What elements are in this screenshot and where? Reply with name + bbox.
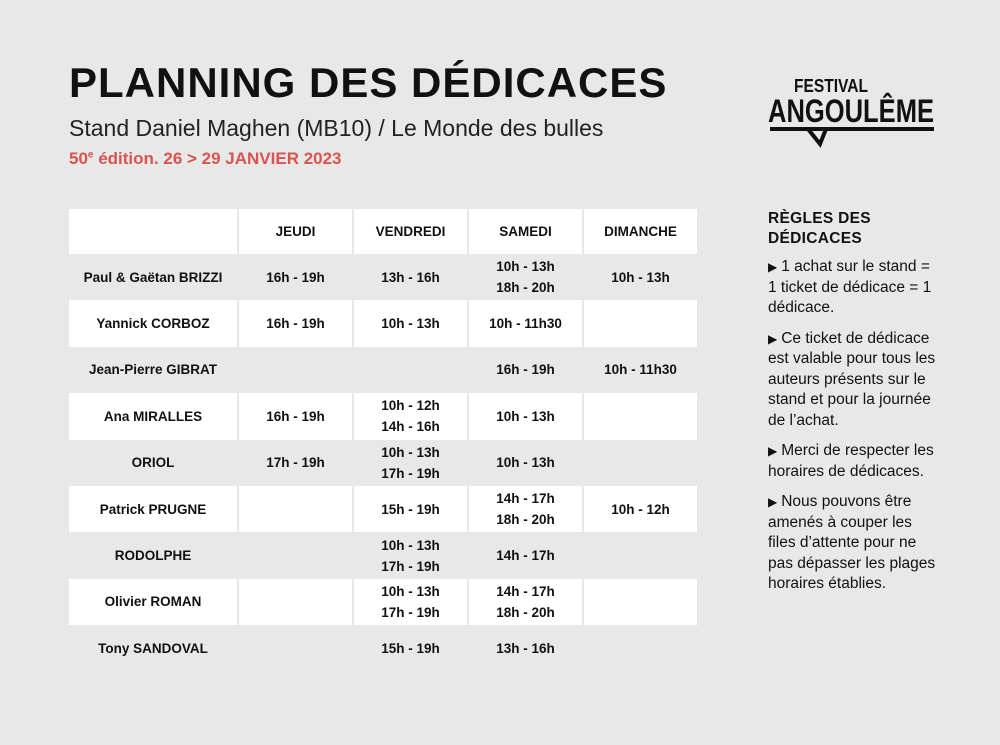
time-slot: 14h - 17h <box>496 583 555 599</box>
time-slot: 18h - 20h <box>496 512 555 528</box>
schedule-cell-vendredi <box>354 440 467 486</box>
time-slot: 16h - 19h <box>266 269 325 285</box>
time-slot: 10h - 12h <box>611 501 670 517</box>
schedule-cell-dimanche <box>584 347 697 393</box>
time-slot: 10h - 13h <box>381 583 440 599</box>
rule-item <box>768 329 938 432</box>
column-header-vendredi: VENDREDI <box>354 209 467 254</box>
time-slot: 16h - 19h <box>496 362 555 378</box>
table-row <box>69 440 697 486</box>
time-slot: 14h - 17h <box>496 548 555 564</box>
schedule-cell-jeudi <box>239 347 352 393</box>
edition-superscript: e <box>87 149 94 161</box>
rule-item <box>768 492 938 595</box>
time-slot: 18h - 20h <box>496 604 555 620</box>
table-header-corner <box>69 209 237 254</box>
logo-text-festival: FESTIVAL <box>794 76 868 96</box>
schedule-cell-jeudi <box>239 440 352 486</box>
table-row <box>69 300 697 346</box>
column-header-jeudi: JEUDI <box>239 209 352 254</box>
table-row <box>69 579 697 625</box>
schedule-cell-samedi <box>469 347 582 393</box>
right-triangle-icon: ▶ <box>768 444 778 458</box>
schedule-cell-dimanche <box>584 625 697 671</box>
right-triangle-icon: ▶ <box>768 495 778 509</box>
table-row <box>69 625 697 671</box>
time-slot: 10h - 12h <box>381 398 440 414</box>
schedule-cell-vendredi <box>354 347 467 393</box>
page-title: PLANNING DES DÉDICACES <box>69 59 668 106</box>
schedule-cell-vendredi <box>354 300 467 346</box>
time-slot: 16h - 19h <box>266 316 325 332</box>
schedule-cell-jeudi <box>239 625 352 671</box>
time-slot: 10h - 13h <box>381 537 440 553</box>
time-slot: 13h - 16h <box>381 269 440 285</box>
author-name: Jean-Pierre GIBRAT <box>69 347 237 393</box>
rule-item <box>768 257 938 319</box>
column-header-dimanche: DIMANCHE <box>584 209 697 254</box>
schedule-cell-dimanche <box>584 532 697 578</box>
schedule-cell-jeudi <box>239 254 352 300</box>
author-name: Patrick PRUGNE <box>69 486 237 532</box>
schedule-cell-vendredi <box>354 393 467 439</box>
table-row <box>69 254 697 300</box>
rule-text: 1 achat sur le stand = 1 ticket de dédicace = 1 dédicace. <box>768 258 932 316</box>
table-row <box>69 532 697 578</box>
time-slot: 10h - 13h <box>496 259 555 275</box>
time-slot: 18h - 20h <box>496 280 555 296</box>
schedule-cell-samedi <box>469 486 582 532</box>
schedule-cell-jeudi <box>239 393 352 439</box>
rule-text: Merci de respecter les horaires de dédicaces. <box>768 442 934 480</box>
time-slot: 17h - 19h <box>381 465 440 481</box>
time-slot: 14h - 16h <box>381 419 440 435</box>
time-slot: 10h - 13h <box>381 316 440 332</box>
time-slot: 17h - 19h <box>266 455 325 471</box>
author-name: RODOLPHE <box>69 532 237 578</box>
rule-text: Ce ticket de dédicace est valable pour tous les auteurs présents sur le stand et pour la journée de l’achat. <box>768 329 936 429</box>
table-body <box>69 254 697 672</box>
edition-number: 50 <box>69 149 88 168</box>
time-slot: 10h - 11h30 <box>489 316 562 332</box>
author-name: Tony SANDOVAL <box>69 625 237 671</box>
rule-text: Nous pouvons être amenés à couper les files d’attente pour ne pas dépasser les plages horaires établies. <box>768 493 936 592</box>
schedule-cell-dimanche <box>584 440 697 486</box>
logo-text-angouleme: ANGOULÊME <box>768 93 934 129</box>
time-slot: 10h - 13h <box>381 444 440 460</box>
schedule-cell-jeudi <box>239 300 352 346</box>
schedule-cell-jeudi <box>239 579 352 625</box>
time-slot: 15h - 19h <box>381 501 440 517</box>
speech-bubble-icon <box>770 129 934 144</box>
column-header-samedi: SAMEDI <box>469 209 582 254</box>
schedule-cell-dimanche <box>584 300 697 346</box>
table-row <box>69 393 697 439</box>
right-triangle-icon: ▶ <box>768 331 778 346</box>
time-slot: 15h - 19h <box>381 640 440 656</box>
signing-rules-panel <box>768 209 938 605</box>
schedule-cell-dimanche <box>584 254 697 300</box>
time-slot: 14h - 17h <box>496 491 555 507</box>
time-slot: 10h - 13h <box>611 269 670 285</box>
time-slot: 13h - 16h <box>496 640 555 656</box>
table-header-row <box>69 209 697 254</box>
signing-schedule-table <box>67 209 699 672</box>
edition-dates <box>69 150 342 167</box>
schedule-cell-samedi <box>469 254 582 300</box>
schedule-cell-vendredi <box>354 486 467 532</box>
schedule-cell-dimanche <box>584 486 697 532</box>
time-slot: 16h - 19h <box>266 408 325 424</box>
schedule-cell-samedi <box>469 300 582 346</box>
schedule-cell-vendredi <box>354 532 467 578</box>
schedule-cell-samedi <box>469 440 582 486</box>
schedule-cell-vendredi <box>354 579 467 625</box>
schedule-cell-jeudi <box>239 486 352 532</box>
right-triangle-icon: ▶ <box>768 260 778 274</box>
schedule-cell-samedi <box>469 393 582 439</box>
table-row <box>69 486 697 532</box>
schedule-cell-dimanche <box>584 393 697 439</box>
author-name: Olivier ROMAN <box>69 579 237 625</box>
edition-dates-text: édition. 26 > 29 JANVIER 2023 <box>93 149 342 168</box>
schedule-cell-samedi <box>469 625 582 671</box>
time-slot: 17h - 19h <box>381 604 440 620</box>
schedule-cell-vendredi <box>354 254 467 300</box>
author-name: Yannick CORBOZ <box>69 300 237 346</box>
schedule-cell-samedi <box>469 579 582 625</box>
time-slot: 10h - 11h30 <box>604 362 677 378</box>
festival-angouleme-logo <box>768 72 938 150</box>
page-subtitle: Stand Daniel Maghen (MB10) / Le Monde des bulles <box>69 115 604 141</box>
time-slot: 17h - 19h <box>381 558 440 574</box>
schedule-cell-vendredi <box>354 625 467 671</box>
rule-item <box>768 441 938 482</box>
schedule-cell-jeudi <box>239 532 352 578</box>
rules-title: RÈGLES DES DÉDICACES <box>768 210 871 247</box>
author-name: ORIOL <box>69 440 237 486</box>
author-name: Paul & Gaëtan BRIZZI <box>69 254 237 300</box>
author-name: Ana MIRALLES <box>69 393 237 439</box>
schedule-cell-dimanche <box>584 579 697 625</box>
schedule-cell-samedi <box>469 532 582 578</box>
table-row <box>69 347 697 393</box>
time-slot: 10h - 13h <box>496 455 555 471</box>
time-slot: 10h - 13h <box>496 408 555 424</box>
